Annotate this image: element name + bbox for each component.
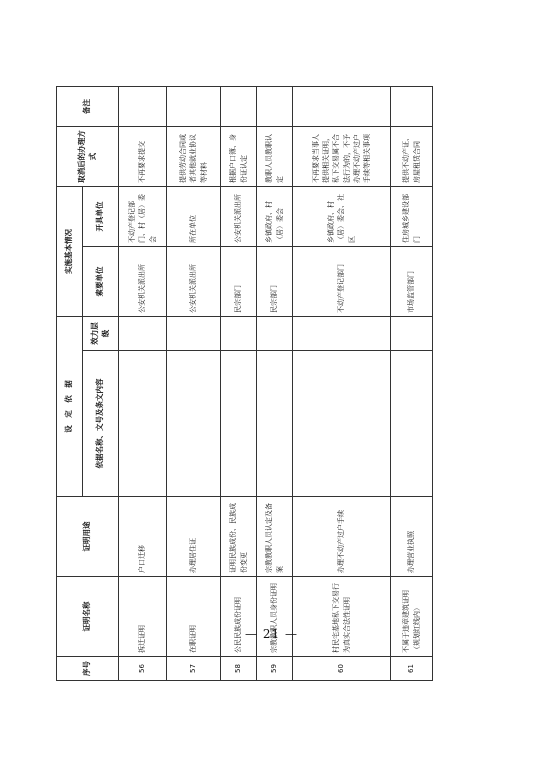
page-number: — 21 — — [245, 627, 298, 641]
cell-demand-unit: 公安机关派出所 — [118, 246, 166, 316]
cell-demand-unit: 市场监管部门 — [390, 246, 432, 316]
header-after-cancel: 取消后的办理方式 — [56, 126, 118, 186]
cell-cert-name: 宗教教职人员身份证明 — [256, 577, 292, 657]
cell-demand-unit: 民宗部门 — [220, 246, 256, 316]
cell-seq: 56 — [118, 657, 166, 681]
cell-demand-unit: 公安机关派出所 — [166, 246, 220, 316]
header-impl-group: 实施基本情况 — [56, 186, 82, 316]
header-issue-unit: 开具单位 — [82, 186, 118, 246]
cell-after-cancel: 提供不动产证、房屋租赁合同 — [390, 126, 432, 186]
cell-basis — [166, 351, 220, 497]
cell-cert-use: 户口迁移 — [118, 497, 166, 577]
header-validity: 效力层级 — [82, 316, 118, 350]
cell-demand-unit: 民宗部门 — [256, 246, 292, 316]
header-basis-group: 设 定 依 据 — [56, 316, 82, 496]
cell-issue-unit: 住房城乡建设部门 — [390, 186, 432, 246]
cell-seq: 61 — [390, 657, 432, 681]
cell-seq: 57 — [166, 657, 220, 681]
cell-cert-name: 在职证明 — [166, 577, 220, 657]
cell-validity — [220, 316, 256, 350]
table-row — [256, 86, 292, 680]
cell-basis — [292, 351, 390, 497]
cell-seq: 59 — [256, 657, 292, 681]
cell-cert-use: 办理营业执照 — [390, 497, 432, 577]
cell-basis — [390, 351, 432, 497]
cell-after-cancel: 根据户口簿、身份证认定 — [220, 126, 256, 186]
header-remarks: 备注 — [56, 86, 118, 126]
cell-basis — [256, 351, 292, 497]
cell-remark — [166, 86, 220, 126]
cell-validity — [292, 316, 390, 350]
cell-validity — [390, 316, 432, 350]
header-cert-name: 证明名称 — [56, 577, 118, 657]
cell-cert-name: 公民民族成份证明 — [220, 577, 256, 657]
table-row — [118, 86, 166, 680]
cell-validity — [118, 316, 166, 350]
table-row — [220, 86, 256, 680]
rotated-table-container — [56, 87, 488, 681]
cell-after-cancel: 不再要求当事人提供相关证明，私下交易属不合法行为的，不予办理不动产过户手续等相关事项 — [292, 126, 390, 186]
cell-issue-unit: 公安机关派出所 — [220, 186, 256, 246]
header-basis-name: 依据名称、文号及条文内容 — [82, 351, 118, 497]
cell-seq: 58 — [220, 657, 256, 681]
cell-basis — [220, 351, 256, 497]
cell-remark — [220, 86, 256, 126]
table-row — [166, 86, 220, 680]
cell-cert-name: 拆迁证明 — [118, 577, 166, 657]
table-row — [390, 86, 432, 680]
cell-basis — [118, 351, 166, 497]
cell-after-cancel: 不再要求提交 — [118, 126, 166, 186]
cell-cert-use: 办理居住证 — [166, 497, 220, 577]
cell-validity — [256, 316, 292, 350]
cell-issue-unit: 乡镇政府、村（居）委会、社区 — [292, 186, 390, 246]
cell-cert-name: 村民宅基地私下交易行为真实合法性证明 — [292, 577, 390, 657]
cell-remark — [118, 86, 166, 126]
certificate-table — [56, 86, 433, 681]
cell-cert-use: 宗教教职人员认定及备案 — [256, 497, 292, 577]
cell-validity — [166, 316, 220, 350]
table-row — [292, 86, 390, 680]
header-cert-use: 证明用途 — [56, 497, 118, 577]
cell-remark — [292, 86, 390, 126]
cell-after-cancel: 提供劳动合同或者其他就业协议等材料 — [166, 126, 220, 186]
cell-demand-unit: 不动产登记部门 — [292, 246, 390, 316]
cell-issue-unit: 不动产登记部门、村（居）委会 — [118, 186, 166, 246]
cell-remark — [256, 86, 292, 126]
cell-cert-name: 不属于违章建筑证明（规划红线内） — [390, 577, 432, 657]
cell-seq: 60 — [292, 657, 390, 681]
cell-issue-unit: 乡镇政府、村（居）委会 — [256, 186, 292, 246]
cell-issue-unit: 所在单位 — [166, 186, 220, 246]
cell-cert-use: 办理不动产过户手续 — [292, 497, 390, 577]
cell-cert-use: 证明民族成份、民族成份变更 — [220, 497, 256, 577]
cell-remark — [390, 86, 432, 126]
cell-after-cancel: 教职人员教职认定 — [256, 126, 292, 186]
header-demand-unit: 索要单位 — [82, 246, 118, 316]
header-seq: 序号 — [56, 657, 118, 681]
